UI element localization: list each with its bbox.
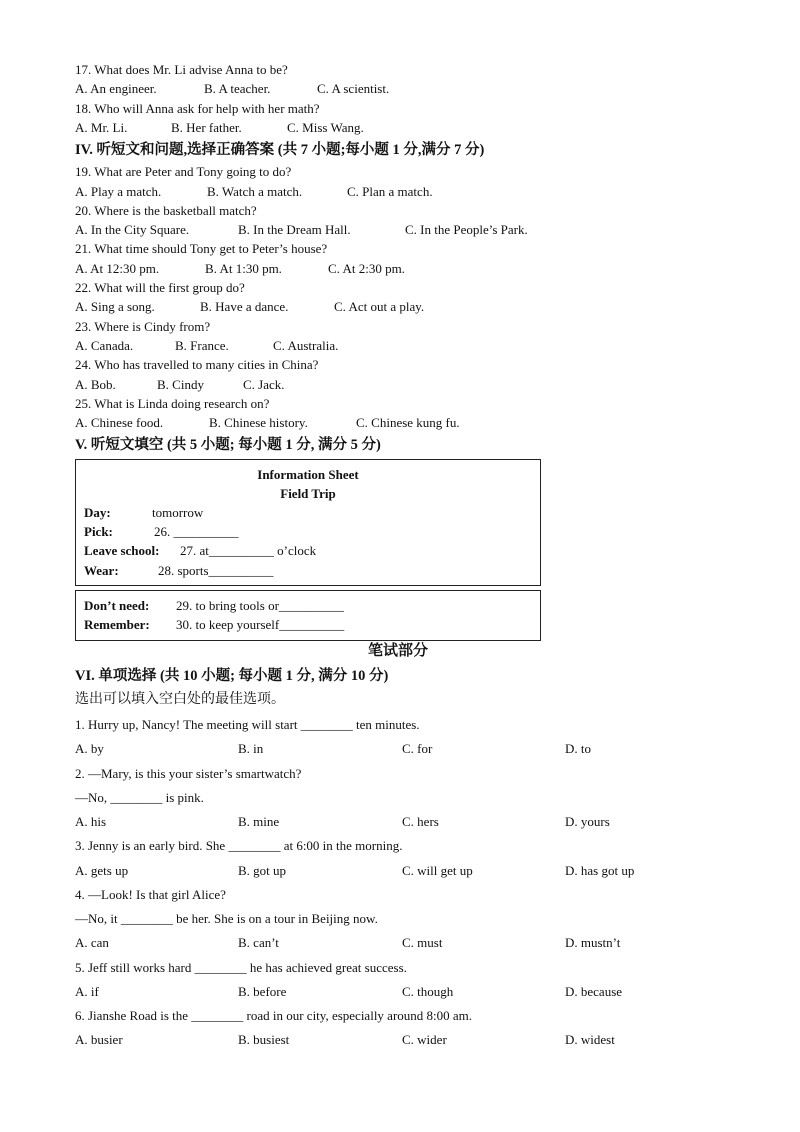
info-sheet-subtitle: Field Trip	[280, 486, 336, 501]
mc1-option-b: B. in	[238, 741, 264, 756]
question-20: 20. Where is the basketball match?	[75, 203, 257, 218]
question-24: 24. Who has travelled to many cities in China?	[75, 357, 319, 372]
option-18a: A. Mr. Li.	[75, 120, 128, 135]
option-23c: C. Australia.	[273, 338, 339, 353]
mc4-option-c: C. must	[402, 935, 443, 950]
mc1-option-d: D. to	[565, 741, 591, 756]
mc6-option-d: D. widest	[565, 1032, 615, 1047]
dont-need-value: 29. to bring tools or__________	[176, 598, 344, 613]
mc1-option-a: A. by	[75, 741, 104, 756]
option-25a: A. Chinese food.	[75, 415, 164, 430]
pick-label: Pick:	[84, 524, 113, 539]
mc3-option-c: C. will get up	[402, 863, 473, 878]
option-24a: A. Bob.	[75, 377, 116, 392]
option-23a: A. Canada.	[75, 338, 134, 353]
option-22c: C. Act out a play.	[334, 299, 425, 314]
option-18c: C. Miss Wang.	[287, 120, 364, 135]
info-sheet-box	[75, 459, 541, 586]
mc4-option-a: A. can	[75, 935, 109, 950]
mc5-option-d: D. because	[565, 984, 623, 999]
question-25: 25. What is Linda doing research on?	[75, 396, 270, 411]
day-value: tomorrow	[152, 505, 204, 520]
mc6-option-b: B. busiest	[238, 1032, 290, 1047]
option-19b: B. Watch a match.	[207, 184, 303, 199]
question-17: 17. What does Mr. Li advise Anna to be?	[75, 62, 288, 77]
mc-question-5: 5. Jeff still works hard ________ he has achieved great success.	[75, 960, 407, 975]
option-17c: C. A scientist.	[317, 81, 390, 96]
day-label: Day:	[84, 505, 111, 520]
section-v-heading: V. 听短文填空 (共 5 小题; 每小题 1 分, 满分 5 分)	[75, 437, 381, 453]
question-23: 23. Where is Cindy from?	[75, 319, 211, 334]
option-20b: B. In the Dream Hall.	[238, 222, 351, 237]
option-24b: B. Cindy	[157, 377, 204, 392]
option-17a: A. An engineer.	[75, 81, 157, 96]
mc3-option-b: B. got up	[238, 863, 287, 878]
option-17b: B. A teacher.	[204, 81, 271, 96]
option-21a: A. At 12:30 pm.	[75, 261, 160, 276]
mc2-option-a: A. his	[75, 814, 107, 829]
option-21c: C. At 2:30 pm.	[328, 261, 405, 276]
option-19c: C. Plan a match.	[347, 184, 433, 199]
mc1-option-c: C. for	[402, 741, 433, 756]
mc6-option-a: A. busier	[75, 1032, 123, 1047]
question-18: 18. Who will Anna ask for help with her math?	[75, 101, 320, 116]
option-19a: A. Play a match.	[75, 184, 162, 199]
option-21b: B. At 1:30 pm.	[205, 261, 282, 276]
mc-question-6: 6. Jianshe Road is the ________ road in our city, especially around 8:00 am.	[75, 1008, 473, 1023]
option-18b: B. Her father.	[171, 120, 242, 135]
mc-question-2: 2. —Mary, is this your sister’s smartwatch?	[75, 766, 302, 781]
info-sheet-box-2	[75, 590, 541, 641]
option-24c: C. Jack.	[243, 377, 285, 392]
mc-question-3: 3. Jenny is an early bird. She ________ at 6:00 in the morning.	[75, 838, 403, 853]
option-22a: A. Sing a song.	[75, 299, 155, 314]
mc2-option-b: B. mine	[238, 814, 280, 829]
mc3-option-a: A. gets up	[75, 863, 129, 878]
mc5-option-a: A. if	[75, 984, 99, 999]
pick-value: 26. __________	[154, 524, 239, 539]
leave-value: 27. at__________ o’clock	[180, 543, 317, 558]
wear-value: 28. sports__________	[158, 563, 274, 578]
written-part-heading: 笔试部分	[368, 643, 429, 659]
mc6-option-c: C. wider	[402, 1032, 447, 1047]
remember-label: Remember:	[84, 617, 150, 632]
wear-label: Wear:	[84, 563, 119, 578]
option-20c: C. In the People’s Park.	[405, 222, 528, 237]
mc2-option-c: C. hers	[402, 814, 439, 829]
leave-label: Leave school:	[84, 543, 160, 558]
question-21: 21. What time should Tony get to Peter’s house?	[75, 241, 328, 256]
section-vi-heading: VI. 单项选择 (共 10 小题; 每小题 1 分, 满分 10 分)	[75, 668, 389, 684]
option-22b: B. Have a dance.	[200, 299, 289, 314]
mc3-option-d: D. has got up	[565, 863, 635, 878]
option-23b: B. France.	[175, 338, 229, 353]
mc4-option-b: B. can’t	[238, 935, 279, 950]
mc-question-2-reply: —No, ________ is pink.	[75, 790, 204, 805]
mc2-option-d: D. yours	[565, 814, 610, 829]
option-20a: A. In the City Square.	[75, 222, 190, 237]
mc-question-1: 1. Hurry up, Nancy! The meeting will start ________ ten minutes.	[75, 717, 420, 732]
section-iv-heading: IV. 听短文和问题,选择正确答案 (共 7 小题;每小题 1 分,满分 7 分)	[75, 142, 485, 158]
remember-value: 30. to keep yourself__________	[176, 617, 345, 632]
section-vi-instruction: 选出可以填入空白处的最佳选项。	[75, 692, 285, 707]
mc5-option-c: C. though	[402, 984, 454, 999]
info-sheet-title: Information Sheet	[257, 467, 359, 482]
question-19: 19. What are Peter and Tony going to do?	[75, 164, 292, 179]
dont-need-label: Don’t need:	[84, 598, 150, 613]
option-25b: B. Chinese history.	[209, 415, 308, 430]
option-25c: C. Chinese kung fu.	[356, 415, 460, 430]
question-22: 22. What will the first group do?	[75, 280, 245, 295]
mc4-option-d: D. mustn’t	[565, 935, 621, 950]
mc-question-4: 4. —Look! Is that girl Alice?	[75, 887, 226, 902]
mc5-option-b: B. before	[238, 984, 287, 999]
mc-question-4-reply: —No, it ________ be her. She is on a tour in Beijing now.	[75, 911, 378, 926]
